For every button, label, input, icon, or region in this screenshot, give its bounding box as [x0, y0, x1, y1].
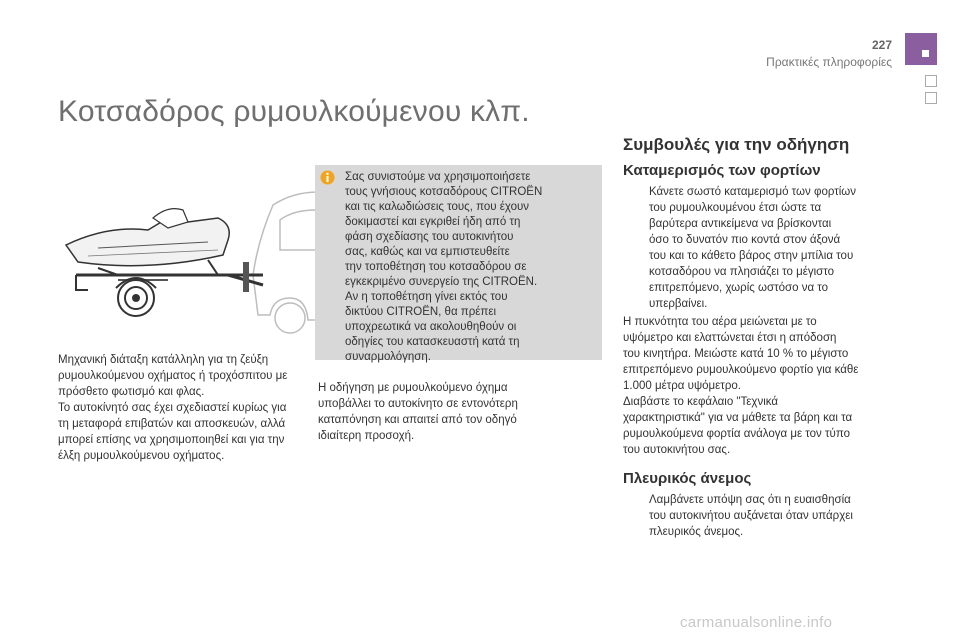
watermark: carmanualsonline.info [680, 614, 833, 631]
page-number: 227 [871, 38, 892, 52]
info-icon [320, 170, 335, 185]
section-tab[interactable] [905, 33, 937, 65]
altitude-text: Η πυκνότητα του αέρα μειώνεται με το υψόμετρο και ελαττώνεται έτσι η απόδοση του κινητήρα. Μειώστε κατά 10 % το μέγιστο επιτρεπόμενο ρυμουλκούμενο φορτίο για κάθε 1.000 μέτρα υψόμετρο. Διαβάστε το κεφάλαιο "Τεχνικά χαρακτηριστικά" για να μάθετε τα βάρη και τα ρυμουλκούμενα φορτία ανάλογα με τον τύπο του αυτοκινήτου σας. [623, 316, 859, 456]
info-box-text: Σας συνιστούμε να χρησιμοποιήσετε τους γνήσιους κοτσαδόρους CITROËN και τις καλωδιώσεις τους, που έχουν δοκιμαστεί και εγκριθεί ήδη από τη φάση σχεδίασης του αυτοκινήτου σας, καθώς και να εμπιστευθείτε την τοποθέτηση του κοτσαδόρου σε εγκεκριμένο συνεργείο της CITROËN. Αν η τοποθέτηση γίνει εκτός του δικτύου CITROËN, θα πρέπει υποχρεωτικά να ακολουθηθούν οι οδηγίες του κατασκευαστή κατά τη συναρμολόγηση. [345, 171, 543, 363]
load-distribution-heading: Καταμερισμός των φορτίων [623, 162, 821, 179]
towing-warning-text: Η οδήγηση με ρυμουλκούμενο όχημα υποβάλλει το αυτοκίνητο σε εντονότερη καταπόνηση και απαιτεί από τον οδηγό ιδιαίτερη προσοχή. [318, 382, 518, 442]
driving-advice-heading: Συμβουλές για την οδήγηση [623, 135, 850, 154]
square-outline-icon [925, 92, 937, 104]
load-bullet-text: Κάνετε σωστό καταμερισμό των φορτίων του ρυμουλκουμένου έτσι ώστε τα βαρύτερα αντικείμενα να βρίσκονται όσο το δυνατόν πιο κοντά στον άξονά του και το κάθετο βάρος στην μπίλια του κοτσαδόρου να πλησιάζει το μέγιστο επιτρεπόμενο, χωρίς ωστόσο να το υπερβαίνει. [649, 186, 857, 310]
tab-marker-icon [922, 50, 929, 57]
trailer-illustration [58, 180, 318, 335]
wind-bullet-text: Λαμβάνετε υπόψη σας ότι η ευαισθησία του αυτοκινήτου αυξάνεται όταν υπάρχει πλευρικός άνεμος. [649, 494, 853, 538]
crosswind-heading: Πλευρικός άνεμος [623, 470, 752, 487]
intro-text: Μηχανική διάταξη κατάλληλη για τη ζεύξη ρυμουλκούμενου οχήματος ή τροχόσπιτου με πρόσθετο φωτισμό και φλας. Το αυτοκίνητό σας έχει σχεδιαστεί κυρίως για τη μεταφορά επιβατών και αποσκευών, αλλά μπορεί επίσης να χρησιμοποιηθεί και για την έλξη ρυμουλκούμενου οχήματος. [58, 354, 288, 462]
page-title: Κοτσαδόρος ρυμουλκούμενου κλπ. [58, 95, 530, 128]
square-outline-icon [925, 75, 937, 87]
section-title: Πρακτικές πληροφορίες [766, 55, 892, 69]
